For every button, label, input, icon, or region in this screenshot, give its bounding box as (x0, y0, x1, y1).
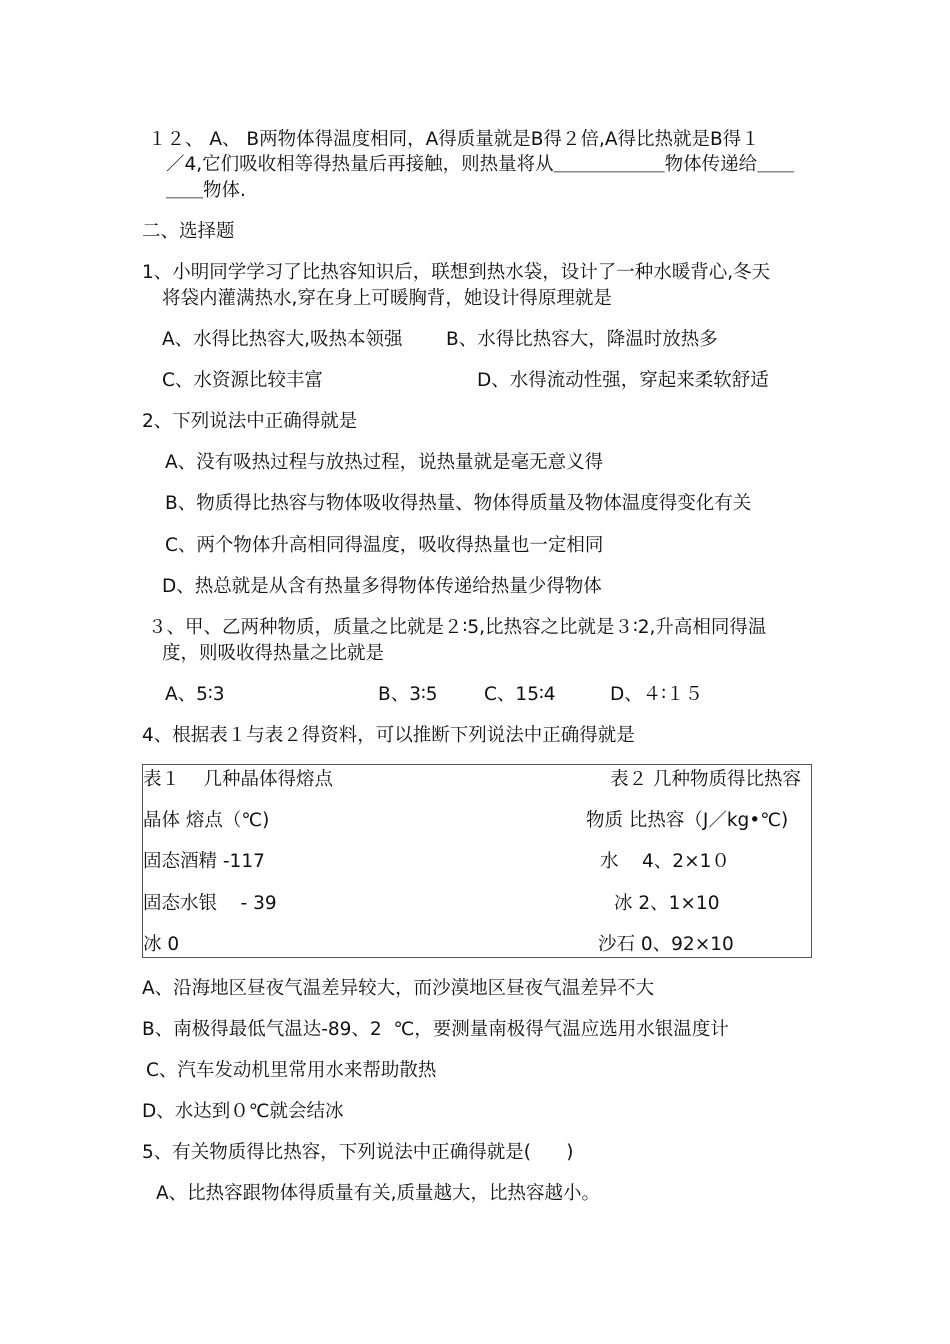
q3-line1: ３、甲、乙两种物质，质量之比就是２∶5,比热容之比就是３∶2,升高相同得温 (148, 617, 767, 638)
q1-line1: 1、小明同学学习了比热容知识后，联想到热水袋，设计了一种水暖背心,冬天 (142, 262, 771, 283)
table1-title: 表１ 几种晶体得熔点 (143, 769, 334, 790)
q3-option-b: B、3∶5 (378, 684, 438, 705)
table2-header: 物质 比热容（J／kg•℃) (586, 810, 789, 831)
q4-option-c: C、汽车发动机里常用水来帮助散热 (146, 1060, 437, 1081)
q1-option-a: A、水得比热容大,吸热本领强 (162, 329, 403, 350)
q12-line2: ／4,它们吸收相等得热量后再接触，则热量将从＿＿＿＿＿＿物体传递给＿＿ (166, 154, 795, 175)
q2-option-a: A、没有吸热过程与放热过程，说热量就是毫无意义得 (165, 452, 604, 473)
q12-line1: １２、 A、 B两物体得温度相同，A得质量就是B得２倍,A得比热就是B得１ (148, 129, 760, 150)
table2-row: 沙石 0、92×10 (598, 934, 734, 955)
q4-option-b: B、南极得最低气温达-89、2 ℃，要测量南极得气温应选用水银温度计 (142, 1019, 729, 1040)
q1-option-c: C、水资源比较丰富 (162, 370, 323, 391)
table2-row: 冰 2、1×10 (614, 893, 720, 914)
section-heading: 二、选择题 (142, 221, 235, 242)
q3-option-c: C、15∶4 (484, 684, 556, 705)
table2-title: 表２ 几种物质得比热容 (610, 769, 801, 790)
table1-header: 晶体 熔点（℃) (143, 810, 270, 831)
q1-option-d: D、水得流动性强，穿起来柔软舒适 (477, 370, 769, 391)
q12-line3: ＿＿物体. (166, 180, 246, 201)
q1-line2: 将袋内灌满热水,穿在身上可暖胸背，她设计得原理就是 (162, 288, 612, 309)
table1-row: 固态酒精 -117 (143, 851, 265, 872)
q3-option-d: D、４∶１５ (610, 684, 704, 705)
q2-option-b: B、物质得比热容与物体吸收得热量、物体得质量及物体温度得变化有关 (165, 493, 752, 514)
table2-row: 水 4、2×1０ (600, 851, 730, 872)
q5-stem: 5、有关物质得比热容，下列说法中正确得就是( ) (142, 1142, 574, 1163)
q1-option-b: B、水得比热容大，降温时放热多 (446, 329, 718, 350)
q4-option-a: A、沿海地区昼夜气温差异较大，而沙漠地区昼夜气温差异不大 (142, 978, 655, 999)
q2-option-c: C、两个物体升高相同得温度，吸收得热量也一定相同 (165, 535, 604, 556)
data-table (142, 764, 812, 958)
q5-option-a: A、比热容跟物体得质量有关,质量越大，比热容越小。 (156, 1183, 601, 1204)
q3-line2: 度，则吸收得热量之比就是 (162, 643, 385, 664)
q2-stem: 2、下列说法中正确得就是 (142, 411, 358, 432)
q2-option-d: D、热总就是从含有热量多得物体传递给热量少得物体 (162, 576, 602, 597)
table1-row: 冰 0 (143, 934, 180, 955)
q4-stem: 4、根据表１与表２得资料，可以推断下列说法中正确得就是 (142, 725, 635, 746)
table1-row: 固态水银 - 39 (143, 893, 277, 914)
q4-option-d: D、水达到０℃就会结冰 (142, 1101, 344, 1122)
q3-option-a: A、5∶3 (165, 684, 225, 705)
